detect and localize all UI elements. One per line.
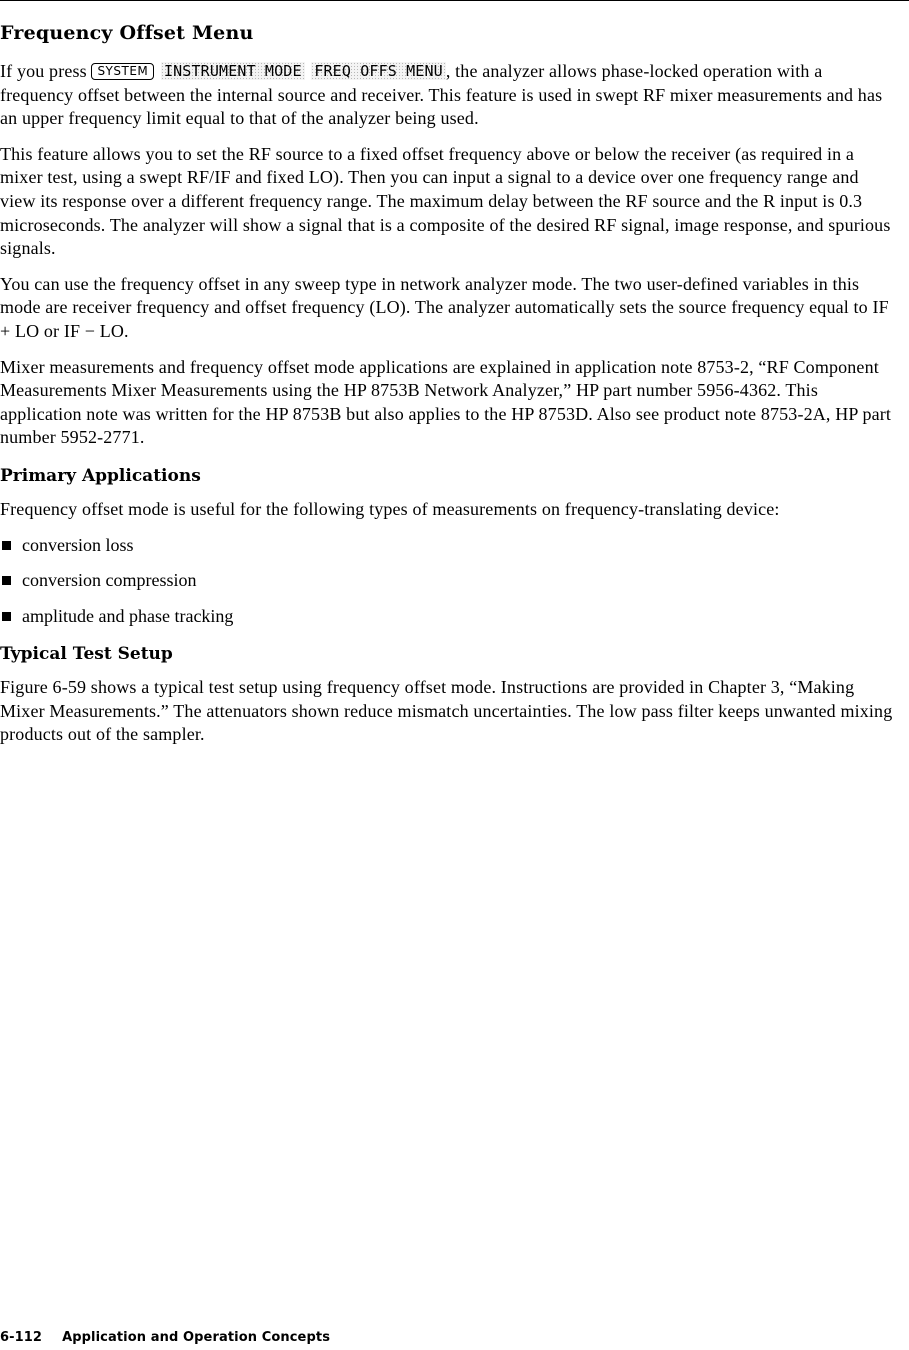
intro-pre: If you press [0,61,92,81]
paragraph-fixed-offset: This feature allows you to set the RF source to a fixed offset frequency above or below the receiver (as required in a mixer test, using a swept RF/IF and fixed LO). Then you can input a signal to a device over one frequency range and view its response over a different frequency range. The maximum delay between the RF source and the R input is 0.3 microseconds. The analyzer will show a signal that is a composite of the desired RF signal, image response, and spurious signals. [0,143,891,259]
freq-offs-menu-softkey: FREQ OFFS MENU [311,62,446,80]
bullet-square-icon [2,541,11,550]
intro-post: , the analyzer allows phase-locked operation with a frequency offset between the internal source and receiver. This feature is used in swept RF mixer measurements and has an upper frequency limit equal to that of the analyzer being used. [0,61,883,129]
applications-list [0,534,895,629]
list-item-label: conversion loss [22,534,134,555]
typical-test-setup-paragraph: Figure 6-59 shows a typical test setup using frequency offset mode. Instructions are provided in Chapter 3, “Making Mixer Measurements.” The attenuators shown reduce mismatch uncertainties. The low pass filter keeps unwanted mixing products out of the sampler. [0,677,893,745]
primary-applications-heading: Primary Applications [0,465,201,486]
list-item-label: amplitude and phase tracking [22,605,234,626]
page-footer [0,1330,330,1345]
instrument-mode-softkey: INSTRUMENT MODE [161,62,305,80]
typical-test-setup-heading: Typical Test Setup [0,644,173,665]
bullet-square-icon [2,576,11,585]
page-title: Frequency Offset Menu [0,22,254,44]
list-item [0,534,895,558]
bullet-square-icon [2,612,11,621]
footer-section-title: Application and Operation Concepts [62,1330,331,1345]
list-item-label: conversion compression [22,570,197,591]
list-item [0,569,895,593]
page-content [0,20,895,759]
paragraph-sweep-type: You can use the frequency offset in any sweep type in network analyzer mode. The two user-defined variables in this mode are receiver frequency and offset frequency (LO). The analyzer automatically sets the source frequency equal to IF + LO or IF − LO. [0,273,889,341]
page-number: 6-112 [0,1330,43,1345]
list-item [0,605,895,629]
intro-paragraph [0,60,895,131]
top-rule [0,0,909,1]
system-hardkey: SYSTEM [91,63,154,80]
paragraph-application-note: Mixer measurements and frequency offset mode applications are explained in application note 8753-2, “RF Component Measurements Mixer Measurements using the HP 8753B Network Analyzer,” HP part number 5956-4362. This application note was written for the HP 8753B but also applies to the HP 8753D. Also see product note 8753-2A, HP part number 5952-2771. [0,356,892,448]
primary-applications-intro: Frequency offset mode is useful for the following types of measurements on frequency-translating device: [0,498,780,519]
